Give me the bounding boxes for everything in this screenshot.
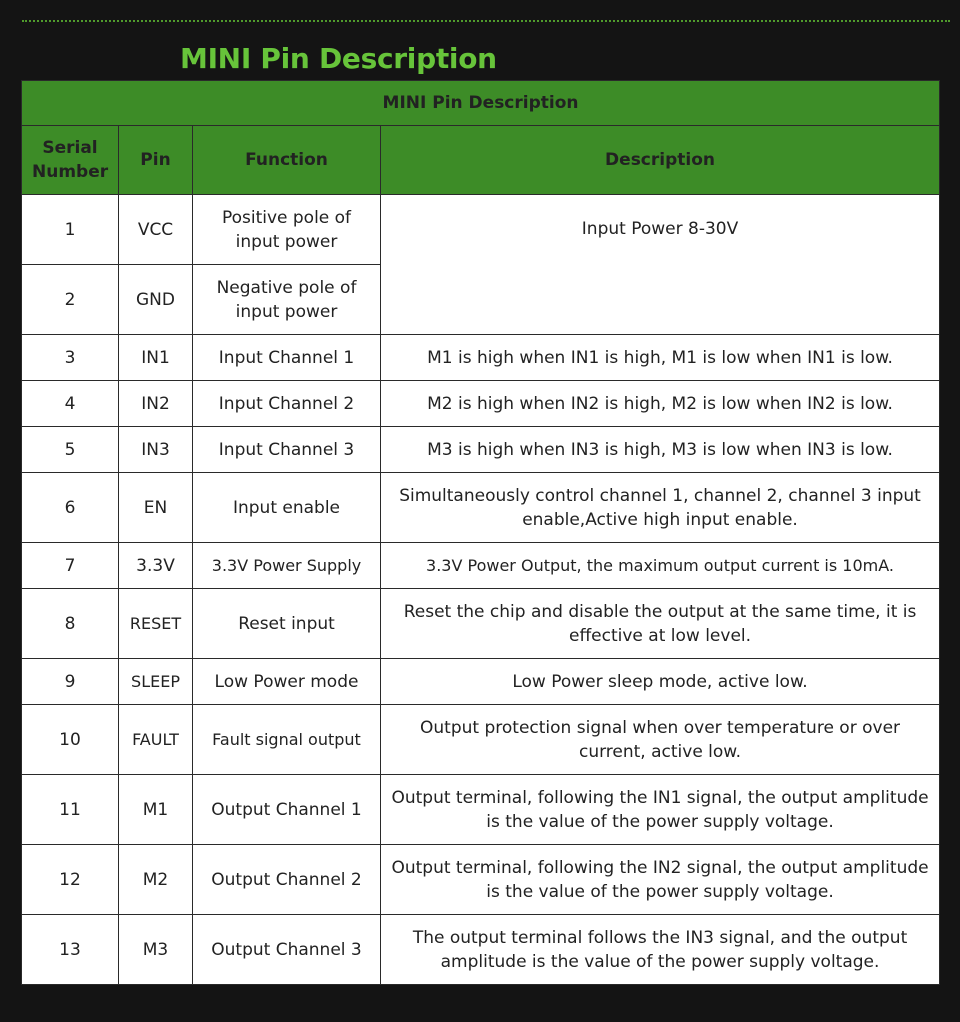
cell-function: Fault signal output (193, 705, 381, 775)
cell-function: Negative pole of input power (193, 265, 381, 335)
cell-function: Positive pole of input power (193, 195, 381, 265)
table-row (22, 915, 940, 985)
table-row (22, 473, 940, 543)
cell-serial: 3 (22, 335, 119, 381)
cell-pin: M3 (119, 915, 193, 985)
table-header-row (22, 126, 940, 195)
cell-serial: 7 (22, 543, 119, 589)
cell-pin: VCC (119, 195, 193, 265)
cell-pin: RESET (119, 589, 193, 659)
cell-pin: SLEEP (119, 659, 193, 705)
cell-function: Reset input (193, 589, 381, 659)
cell-serial: 13 (22, 915, 119, 985)
cell-description: Output terminal, following the IN1 signal, the output amplitude is the value of the power supply voltage. (381, 775, 940, 845)
cell-function: Low Power mode (193, 659, 381, 705)
cell-pin: GND (119, 265, 193, 335)
cell-serial: 1 (22, 195, 119, 265)
table-row (22, 705, 940, 775)
cell-serial: 10 (22, 705, 119, 775)
table-row (22, 589, 940, 659)
table-row (22, 543, 940, 589)
header-serial-number: Serial Number (22, 126, 119, 195)
cell-description: M1 is high when IN1 is high, M1 is low when IN1 is low. (381, 335, 940, 381)
cell-serial: 8 (22, 589, 119, 659)
cell-description: 3.3V Power Output, the maximum output current is 10mA. (381, 543, 940, 589)
cell-description: Output terminal, following the IN2 signal, the output amplitude is the value of the power supply voltage. (381, 845, 940, 915)
table-row (22, 845, 940, 915)
table-caption: MINI Pin Description (22, 81, 940, 126)
cell-pin: IN1 (119, 335, 193, 381)
top-divider (22, 20, 950, 22)
cell-pin: FAULT (119, 705, 193, 775)
cell-function: Input enable (193, 473, 381, 543)
cell-description: M2 is high when IN2 is high, M2 is low when IN2 is low. (381, 381, 940, 427)
cell-description: Low Power sleep mode, active low. (381, 659, 940, 705)
table-row (22, 381, 940, 427)
cell-function: Input Channel 1 (193, 335, 381, 381)
cell-pin: EN (119, 473, 193, 543)
cell-description: Simultaneously control channel 1, channel 2, channel 3 input enable,Active high input enable. (381, 473, 940, 543)
cell-description: Output protection signal when over temperature or over current, active low. (381, 705, 940, 775)
cell-serial: 5 (22, 427, 119, 473)
cell-function: 3.3V Power Supply (193, 543, 381, 589)
cell-description: Reset the chip and disable the output at the same time, it is effective at low level. (381, 589, 940, 659)
header-function: Function (193, 126, 381, 195)
cell-function: Output Channel 3 (193, 915, 381, 985)
table-caption-row (22, 81, 940, 126)
cell-function: Output Channel 1 (193, 775, 381, 845)
table-row (22, 427, 940, 473)
cell-serial: 9 (22, 659, 119, 705)
table-row (22, 195, 940, 265)
cell-function: Input Channel 3 (193, 427, 381, 473)
cell-pin: 3.3V (119, 543, 193, 589)
cell-serial: 6 (22, 473, 119, 543)
cell-pin: IN2 (119, 381, 193, 427)
table-row (22, 775, 940, 845)
cell-function: Input Channel 2 (193, 381, 381, 427)
cell-serial: 4 (22, 381, 119, 427)
cell-serial: 11 (22, 775, 119, 845)
cell-pin: M2 (119, 845, 193, 915)
pin-description-table (21, 80, 940, 985)
cell-pin: IN3 (119, 427, 193, 473)
cell-description: M3 is high when IN3 is high, M3 is low when IN3 is low. (381, 427, 940, 473)
cell-function: Output Channel 2 (193, 845, 381, 915)
cell-description: The output terminal follows the IN3 signal, and the output amplitude is the value of the power supply voltage. (381, 915, 940, 985)
table-row (22, 335, 940, 381)
cell-serial: 12 (22, 845, 119, 915)
header-description: Description (381, 126, 940, 195)
cell-serial: 2 (22, 265, 119, 335)
page-title: MINI Pin Description (180, 42, 497, 75)
header-pin: Pin (119, 126, 193, 195)
cell-description: Input Power 8-30V (381, 195, 940, 335)
table-row (22, 659, 940, 705)
cell-pin: M1 (119, 775, 193, 845)
